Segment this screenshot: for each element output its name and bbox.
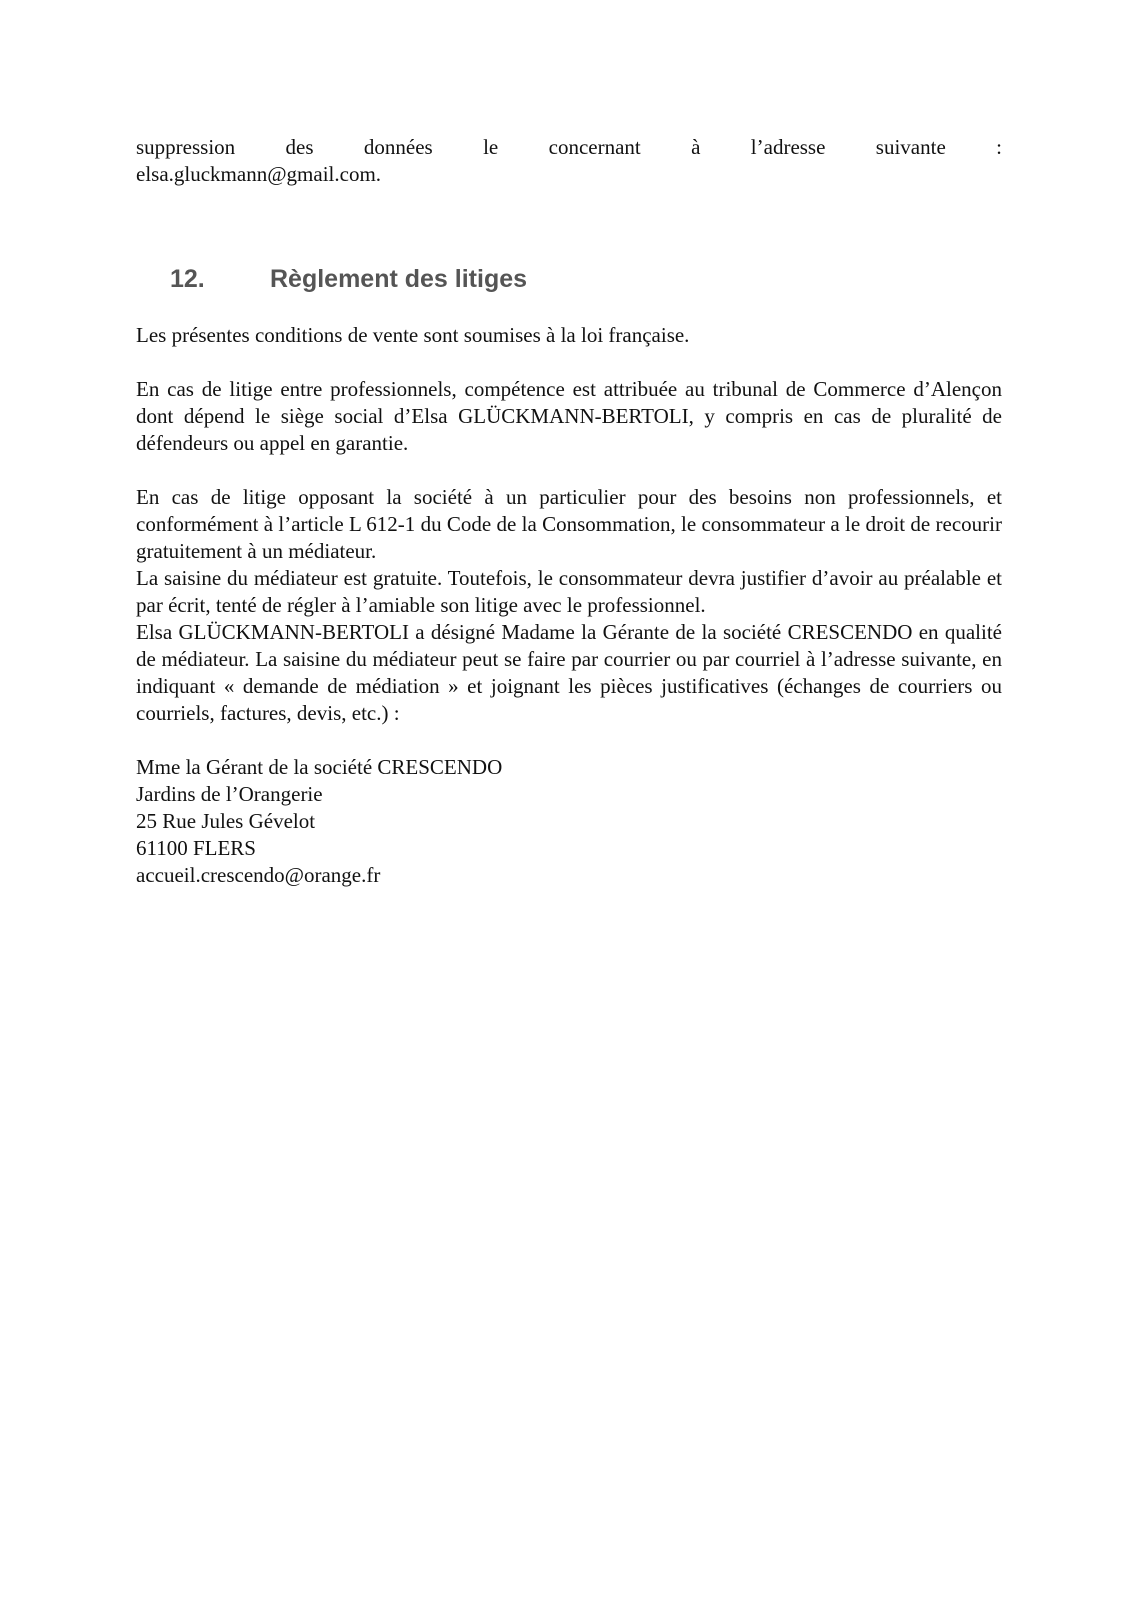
intro-line-1: suppression des données le concernant à l’adresse suivante : <box>136 135 1002 159</box>
section-title: Règlement des litiges <box>270 265 528 293</box>
page-content <box>136 134 1002 889</box>
intro-line-2: elsa.gluckmann@gmail.com. <box>136 162 382 186</box>
address-place: Jardins de l’Orangerie <box>136 782 323 806</box>
paragraph-mediation-right: En cas de litige opposant la société à un particulier pour des besoins non professionnels, et conformément à l’article L 612-1 du Code de la Consommation, le consommateur a le droit de recourir gratuitement à un médiateur. <box>136 485 1002 563</box>
address-name: Mme la Gérant de la société CRESCENDO <box>136 755 503 779</box>
mediator-address <box>136 754 1002 889</box>
paragraph-governing-law: Les présentes conditions de vente sont soumises à la loi française. <box>136 323 690 347</box>
address-email: accueil.crescendo@orange.fr <box>136 863 381 887</box>
address-city: 61100 FLERS <box>136 836 256 860</box>
paragraph-mediator-designation: Elsa GLÜCKMANN-BERTOLI a désigné Madame la Gérante de la société CRESCENDO en qualité de médiateur. La saisine du médiateur peut se faire par courrier ou par courriel à l’adresse suivante, en indiquant « demande de médiation » et joignant les pièces justificatives (échanges de courriers ou courriels, factures, devis, etc.) : <box>136 620 1002 725</box>
section-number: 12. <box>170 265 205 293</box>
address-street: 25 Rue Jules Gévelot <box>136 809 316 833</box>
section-heading <box>170 262 1002 296</box>
paragraph-mediation-free: La saisine du médiateur est gratuite. Toutefois, le consommateur devra justifier d’avoir au préalable et par écrit, tenté de régler à l’amiable son litige avec le professionnel. <box>136 566 1002 617</box>
paragraph-jurisdiction: En cas de litige entre professionnels, compétence est attribuée au tribunal de Commerce d’Alençon dont dépend le siège social d’Elsa GLÜCKMANN-BERTOLI, y compris en cas de pluralité de défendeurs ou appel en garantie. <box>136 377 1002 455</box>
